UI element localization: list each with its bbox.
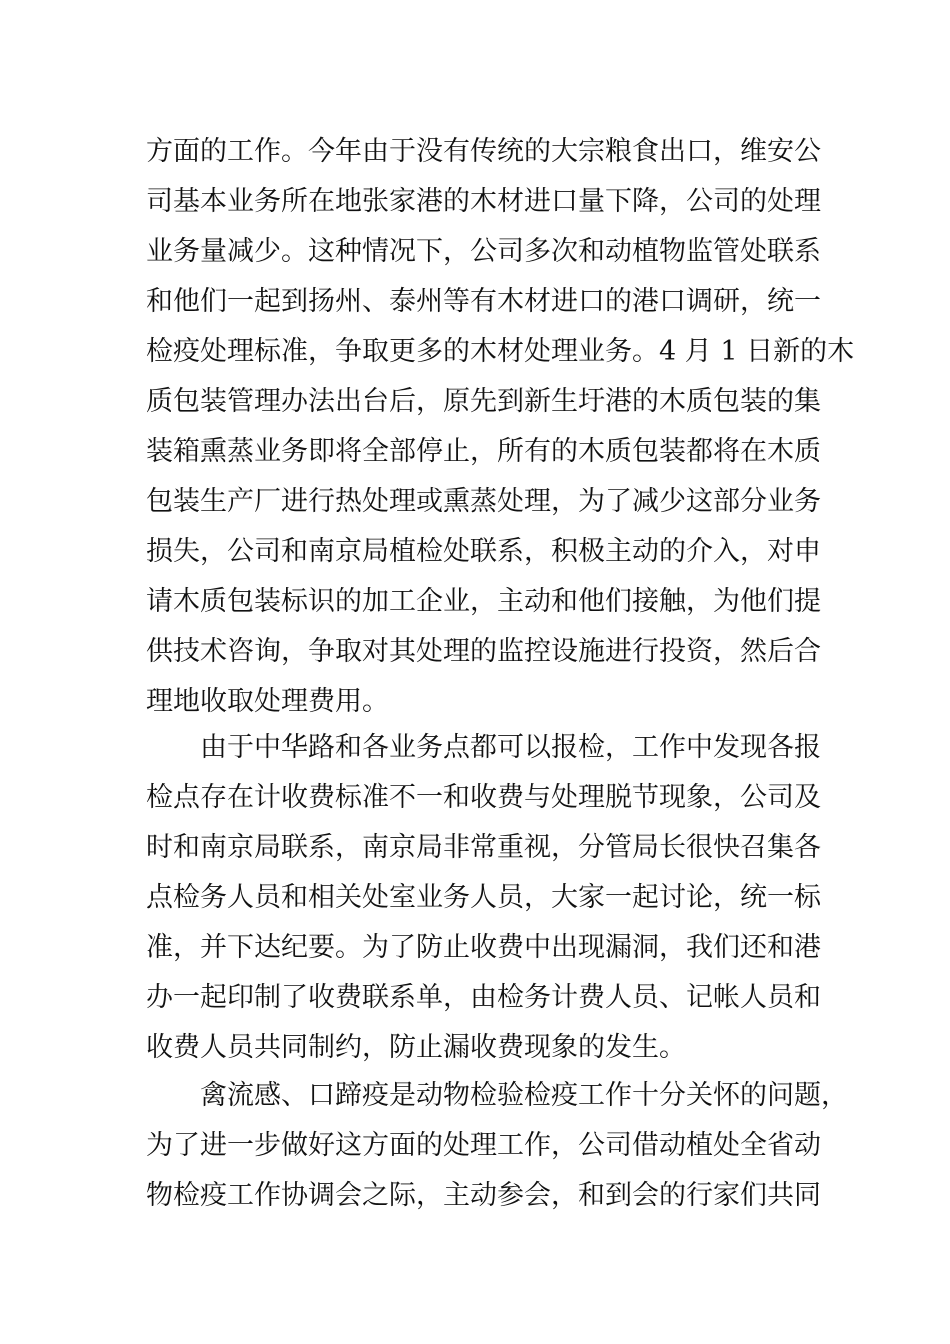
text-line: 收费人员共同制约，防止漏收费现象的发生。 <box>146 1032 686 1063</box>
text-line: 检疫处理标准，争取更多的木材处理业务。4 月 1 日新的木 <box>146 336 855 367</box>
text-line: 司基本业务所在地张家港的木材进口量下降，公司的处理 <box>146 186 821 217</box>
text-line: 检点存在计收费标准不一和收费与处理脱节现象，公司及 <box>146 782 821 813</box>
text-line: 装箱熏蒸业务即将全部停止，所有的木质包装都将在木质 <box>146 436 821 467</box>
text-line: 禽流感、口蹄疫是动物检验检疫工作十分关怀的问题， <box>200 1080 848 1111</box>
text-line: 时和南京局联系，南京局非常重视，分管局长很快召集各 <box>146 832 821 863</box>
paragraph-1 <box>146 127 855 727</box>
text-line: 包装生产厂进行热处理或熏蒸处理，为了减少这部分业务 <box>146 486 821 517</box>
text-line: 质包装管理办法出台后，原先到新生圩港的木质包装的集 <box>146 386 821 417</box>
text-line: 和他们一起到扬州、泰州等有木材进口的港口调研，统一 <box>146 286 821 317</box>
text-line: 由于中华路和各业务点都可以报检，工作中发现各报 <box>200 732 821 763</box>
text-line: 供技术咨询，争取对其处理的监控设施进行投资，然后合 <box>146 636 821 667</box>
text-line: 为了进一步做好这方面的处理工作，公司借动植处全省动 <box>146 1130 821 1161</box>
text-line: 点检务人员和相关处室业务人员，大家一起讨论，统一标 <box>146 882 821 913</box>
text-line: 物检疫工作协调会之际，主动参会，和到会的行家们共同 <box>146 1180 821 1211</box>
paragraph-2 <box>146 723 821 1073</box>
paragraph-3 <box>146 1071 848 1221</box>
text-line: 办一起印制了收费联系单，由检务计费人员、记帐人员和 <box>146 982 821 1013</box>
text-line: 准，并下达纪要。为了防止收费中出现漏洞，我们还和港 <box>146 932 821 963</box>
text-line: 方面的工作。今年由于没有传统的大宗粮食出口，维安公 <box>146 136 821 167</box>
text-line: 损失，公司和南京局植检处联系，积极主动的介入，对申 <box>146 536 821 567</box>
text-line: 理地收取处理费用。 <box>146 686 389 717</box>
text-line: 业务量减少。这种情况下，公司多次和动植物监管处联系 <box>146 236 821 267</box>
text-line: 请木质包装标识的加工企业，主动和他们接触，为他们提 <box>146 586 821 617</box>
